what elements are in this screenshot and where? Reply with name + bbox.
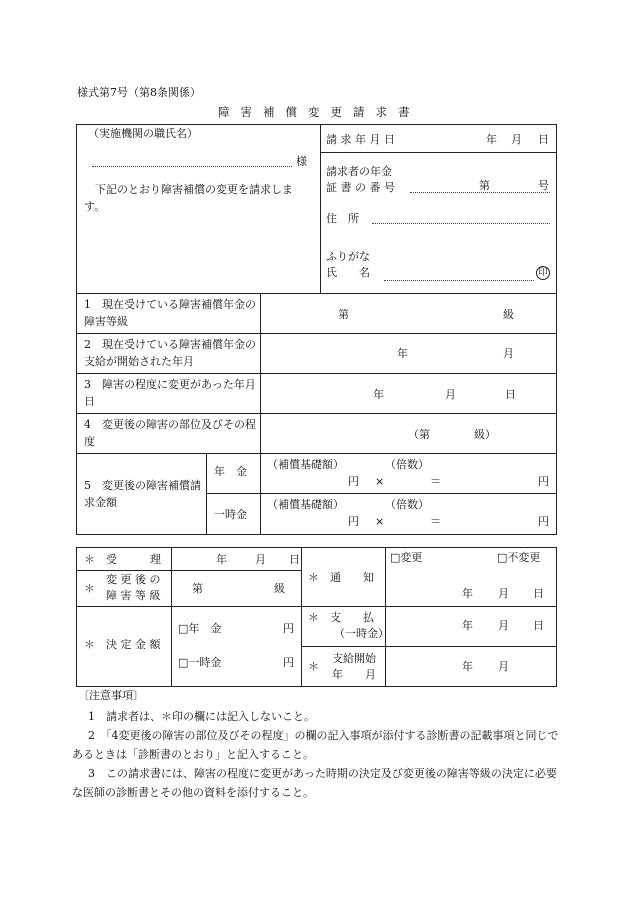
row3-label: 3 障害の程度に変更があった年月日 — [84, 378, 256, 408]
request-date-label: 請 求 年 月 日 — [326, 133, 395, 146]
office-decided-amount-label: ＊ 決 定 金 額 — [84, 638, 161, 651]
address-label: 住 所 — [326, 212, 359, 225]
office-start-label2: 年 月 — [332, 668, 376, 681]
request-statement: 下記のとおり障害補償の変更を請求します。 — [84, 183, 293, 213]
row5-label: 5 変更後の障害補償請求金額 — [84, 479, 201, 509]
office-receipt-day: 日 — [289, 553, 300, 566]
office-unchanged-checkbox[interactable]: □不変更 — [497, 551, 541, 564]
request-date-year[interactable]: 年 — [486, 133, 497, 146]
row5-nenkin-mult-label: （倍数） — [385, 458, 429, 471]
office-grade-dai: 第 — [192, 582, 203, 595]
row5-ichiji-times: × — [375, 515, 385, 528]
address-line[interactable] — [372, 223, 550, 224]
form-number: 様式第7号（第8条関係） — [77, 86, 201, 99]
row5-nenkin-label: 年 金 — [214, 465, 247, 478]
row5-nenkin-eq: ＝ — [430, 475, 441, 488]
note-2: 2 「4変更後の障害の部位及びその程度」の欄の記入事項が添付する診断書の記載事項と同じであるときは「診断書のとおり」と記入すること。 — [72, 729, 559, 761]
office-start-month: 月 — [498, 660, 509, 673]
office-notice-day: 日 — [533, 587, 544, 600]
row5-ichiji-yen: 円 — [348, 515, 359, 528]
institution-label: （実施機関の職氏名） — [88, 127, 198, 140]
row1-kyu: 級 — [503, 308, 514, 321]
seal-mark: 印 — [536, 266, 550, 280]
note-3: 3 この請求書には、障害の程度に変更があった時期の決定及び変更後の障害等級の決定に必要な医師の診断書とその他の資料を添付すること。 — [72, 767, 557, 799]
row3-month: 月 — [445, 388, 456, 401]
office-notice-month: 月 — [498, 587, 509, 600]
cert-dai: 第 — [479, 179, 490, 192]
request-date-day[interactable]: 日 — [538, 133, 549, 146]
office-receipt-month: 月 — [255, 553, 266, 566]
row5-ichiji-total-yen: 円 — [538, 515, 549, 528]
name-line[interactable] — [384, 280, 534, 281]
name-label: 氏 名 — [326, 266, 370, 279]
row4-label: 4 変更後の障害の部位及びその程度 — [84, 418, 256, 448]
row5-ichiji-label: 一時金 — [214, 508, 247, 521]
row1-dai: 第 — [338, 308, 349, 321]
row2-year: 年 — [397, 347, 408, 360]
office-notice-label: ＊ 通 知 — [308, 571, 374, 584]
note-1: 1 請求者は、＊印の欄には記入しないこと。 — [88, 710, 315, 723]
office-asterisk-start: ＊ — [308, 660, 319, 673]
office-payment-label1: ＊ 支 払 — [308, 611, 374, 624]
office-payment-label2: （一時金） — [334, 627, 389, 640]
cert-go: 号 — [538, 179, 549, 192]
row5-nenkin-times: × — [375, 475, 385, 488]
form-title: 障害補償変更請求書 — [218, 105, 421, 119]
office-start-label1: 支給開始 — [332, 652, 376, 665]
row2-label: 2 現在受けている障害補償年金の支給が開始された年月 — [84, 338, 256, 368]
office-payment-day: 日 — [533, 619, 544, 632]
office-payment-year: 年 — [462, 619, 473, 632]
office-start-year: 年 — [462, 660, 473, 673]
row5-ichiji-eq: ＝ — [430, 515, 441, 528]
sama-label: 様 — [296, 155, 307, 168]
office-payment-month: 月 — [498, 619, 509, 632]
office-receipt-year: 年 — [216, 553, 227, 566]
row5-nenkin-yen: 円 — [348, 475, 359, 488]
row3-day: 日 — [505, 388, 516, 401]
row4-grade: （第 級） — [408, 428, 496, 441]
office-asterisk: ＊ — [84, 582, 95, 595]
row1-label: 1 現在受けている障害補償年金の障害等級 — [84, 298, 256, 328]
row5-ichiji-base-label: （補償基礎額） — [267, 498, 344, 511]
office-notice-year: 年 — [462, 587, 473, 600]
row5-nenkin-base-label: （補償基礎額） — [267, 458, 344, 471]
cert-label-line1: 請求者の年金 — [326, 165, 392, 178]
office-after-grade-label2: 障 害 等 級 — [106, 589, 161, 602]
row2-month: 月 — [503, 347, 514, 360]
request-date-month[interactable]: 月 — [511, 133, 522, 146]
office-ichiji-checkbox[interactable]: □一時金 — [178, 656, 222, 669]
office-after-grade-label1: 変 更 後 の — [106, 573, 161, 586]
office-nenkin-checkbox[interactable]: □年 金 — [178, 622, 222, 635]
institution-name-line[interactable] — [92, 166, 292, 167]
cert-label-line2: 証 書 の 番 号 — [326, 181, 395, 194]
notes-header: 〔注意事項〕 — [78, 689, 144, 702]
office-nenkin-yen: 円 — [283, 622, 294, 635]
row3-year: 年 — [373, 388, 384, 401]
furigana-label: ふりがな — [326, 250, 370, 263]
row5-nenkin-total-yen: 円 — [538, 475, 549, 488]
office-grade-kyu: 級 — [274, 582, 285, 595]
row5-ichiji-mult-label: （倍数） — [385, 498, 429, 511]
office-changed-checkbox[interactable]: □変更 — [390, 551, 423, 564]
office-receipt-label: ＊ 受 理 — [84, 553, 161, 566]
office-ichiji-yen: 円 — [283, 656, 294, 669]
cert-number-line[interactable] — [410, 192, 550, 193]
